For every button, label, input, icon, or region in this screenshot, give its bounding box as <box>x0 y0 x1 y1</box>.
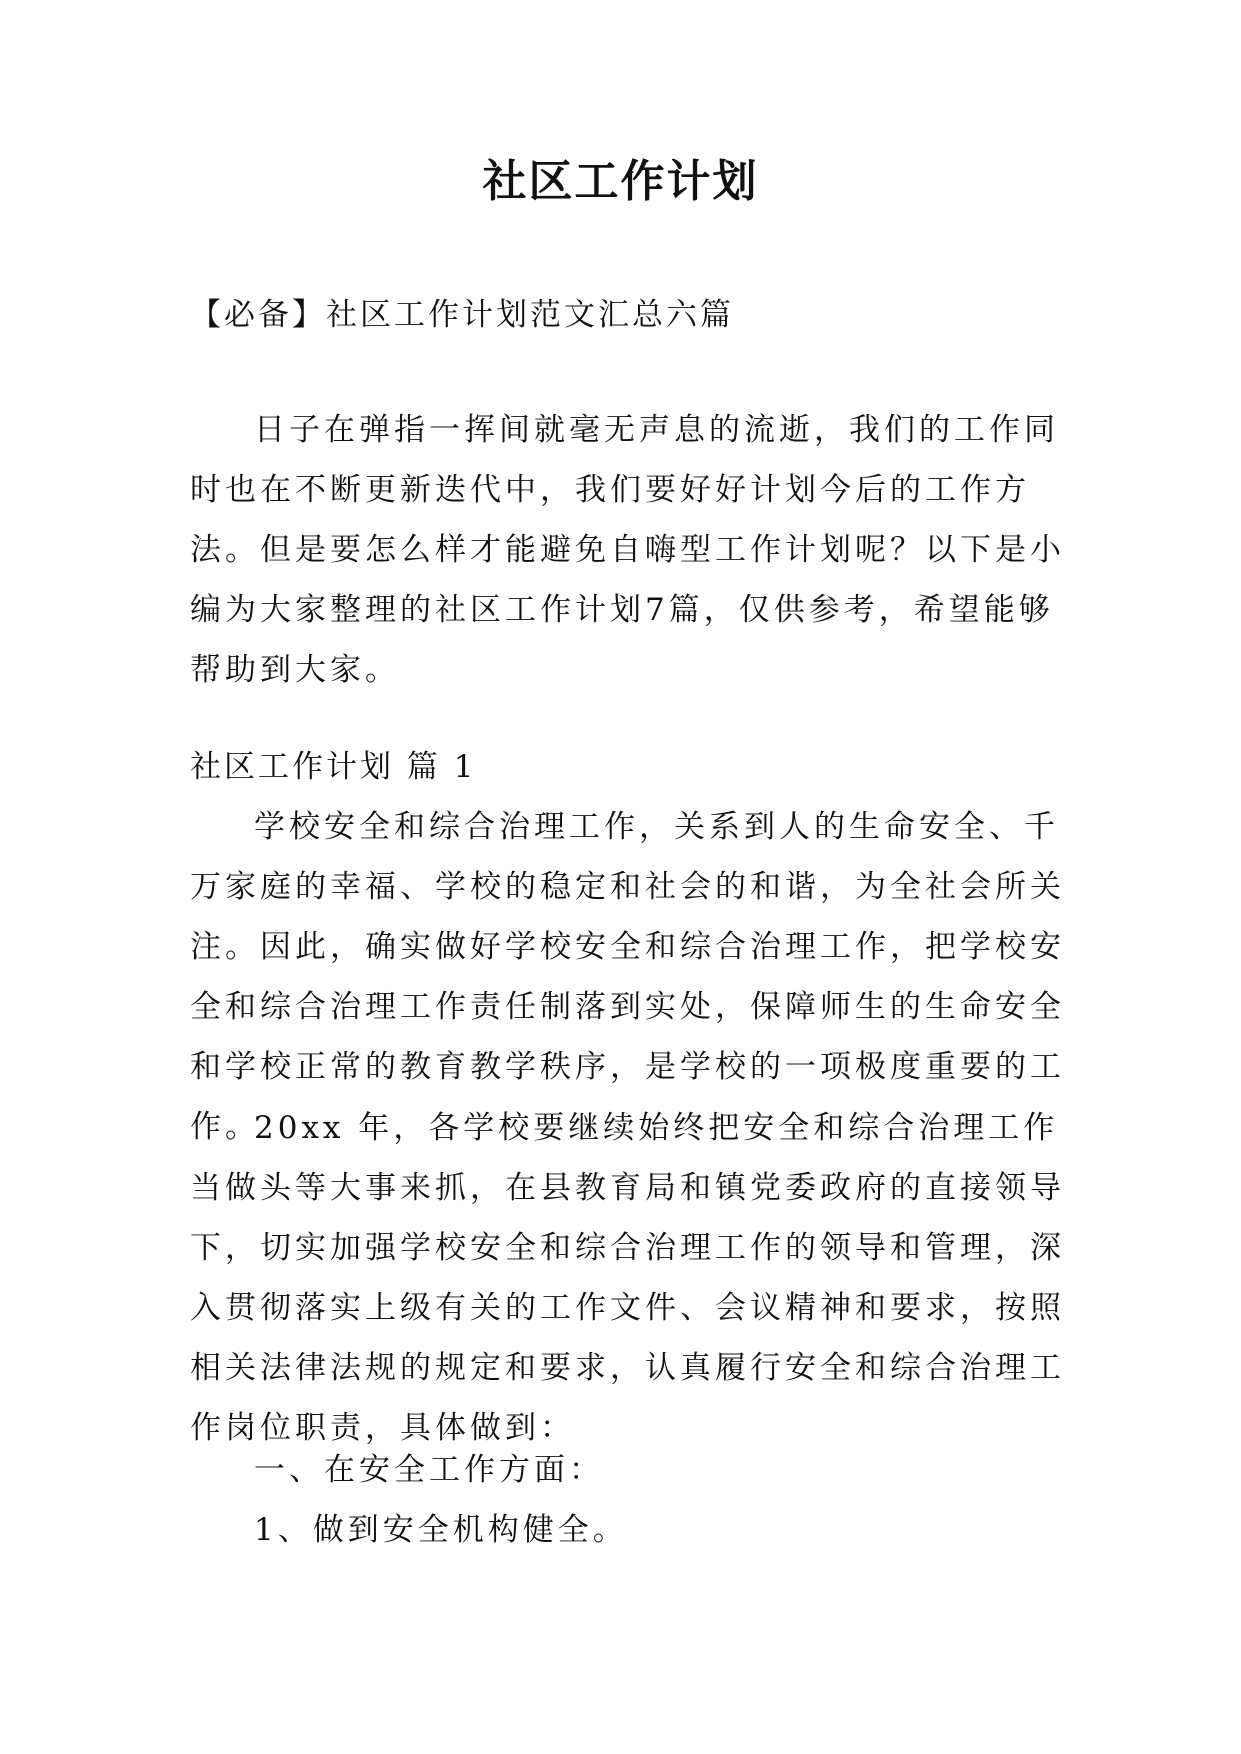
body-paragraph: 学校安全和综合治理工作，关系到人的生命安全、千万家庭的幸福、学校的稳定和社会的和谐，为全社会所关注。因此，确实做好学校安全和综合治理工作，把学校安全和综合治理工作责任制落到实处，保障师生的生命安全和学校正常的教育教学秩序，是学校的一项极度重要的工作。 <box>190 809 1065 1145</box>
document-title: 社区工作计划 <box>482 156 759 207</box>
list-heading: 一、在安全工作方面： <box>254 1452 604 1488</box>
intro-paragraph: 日子在弹指一挥间就毫无声息的流逝，我们的工作同时也在不断更新迭代中，我们要好好计划今后的工作方法。但是要怎么样才能避免自嗨型工作计划呢？以下是小编为大家整理的社区工作计划7篇，仅供参考，希望能够帮助到大家。 <box>190 412 1065 688</box>
body-paragraph: 20xx 年，各学校要继续始终把安全和综合治理工作当做头等大事来抓，在县教育局和镇党委政府的直接领导下，切实加强学校安全和综合治理工作的领导和管理，深入贯彻落实上级有关的工作文件、会议精神和要求，按照相关法律法规的规定和要求，认真履行安全和综合治理工作岗位职责，具体做到： <box>190 1110 1065 1446</box>
document-subtitle: 【必备】社区工作计划范文汇总六篇 <box>190 297 734 333</box>
section-heading: 社区工作计划 篇 1 <box>190 749 477 785</box>
list-item: 1、做到安全机构健全。 <box>254 1512 628 1548</box>
